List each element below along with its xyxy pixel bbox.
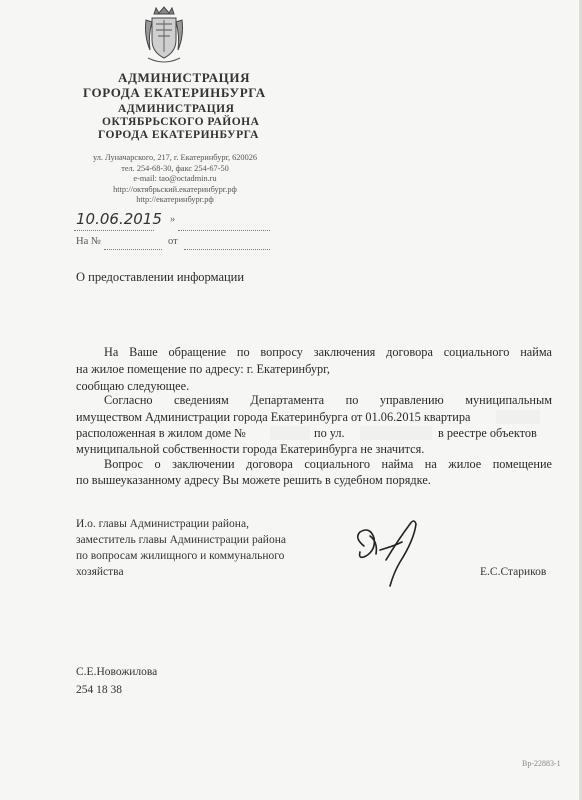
outgoing-number-line <box>178 229 270 231</box>
signatory-name: Е.С.Стариков <box>480 566 547 578</box>
redacted-street <box>360 426 432 440</box>
phone-text: тел. 254-68-30, факс 254-67-50 <box>121 163 229 173</box>
body-p2-line3-part3: в реестре объектов <box>438 426 537 440</box>
signatory-title-line3: по вопросам жилищного и коммунального <box>76 550 285 562</box>
district-name-line-3: ГОРОДА ЕКАТЕРИНБУРГА <box>98 129 259 141</box>
email-text: e-mail: tao@octadmin.ru <box>133 174 217 183</box>
district-name-line-1: АДМИНИСТРАЦИЯ <box>118 103 235 115</box>
executor-phone: 254 18 38 <box>76 684 122 696</box>
signatory-title-line1: И.о. главы Администрации района, <box>76 518 249 530</box>
registration-stamp: Вр-22883-1 <box>522 759 561 768</box>
body-p3-line1: Вопрос о заключении договора социального найма на жилое помещение <box>104 457 552 471</box>
signatory-title-block <box>76 516 286 580</box>
redacted-apartment <box>496 410 540 424</box>
reference-from-label: от <box>168 236 178 247</box>
redacted-house-number <box>270 426 310 440</box>
letter-subject: О предоставлении информации <box>76 270 245 284</box>
reference-date-line <box>184 248 270 250</box>
district-name-line-2: ОКТЯБРЬСКОГО РАЙОНА <box>102 116 260 128</box>
org-name-line-2: ГОРОДА ЕКАТЕРИНБУРГА <box>83 85 266 100</box>
body-p1-line1: На Ваше обращение по вопросу заключения договора социального найма <box>104 345 552 359</box>
body-p2-line2: имуществом Администрации города Екатеринбурга от 01.06.2015 квартира <box>76 410 471 424</box>
date-underline <box>74 229 154 231</box>
address-text: ул. Луначарского, 217, г. Екатеринбург, 620026 <box>92 153 258 162</box>
body-p3-line2: по вышеуказанному адресу Вы можете решить в судебном порядке. <box>76 473 431 487</box>
org-name-line-1: АДМИНИСТРАЦИЯ <box>118 70 251 85</box>
reference-number-line <box>104 248 162 250</box>
contact-block <box>80 153 270 206</box>
handwritten-signature-icon <box>350 516 440 588</box>
reference-number-label: На № <box>76 236 101 247</box>
body-p1-line3: сообщаю следующее. <box>76 379 190 393</box>
signatory-title-line2: заместитель главы Администрации района <box>76 534 286 546</box>
body-p2-line3-part2: по ул. <box>314 426 345 440</box>
body-p2-line4: муниципальной собственности города Екатеринбурга не значится. <box>76 442 425 456</box>
body-p2-line1: Согласно сведениям Департамента по управлению муниципальным <box>104 393 552 407</box>
website-link-2[interactable]: http://екатеринбург.рф <box>136 195 214 204</box>
website-link-1[interactable]: http://октябрьский.екатеринбург.рф <box>113 184 237 194</box>
signatory-title-line4: хозяйства <box>76 566 124 578</box>
date-suffix-mark: » <box>170 214 176 225</box>
coat-of-arms-icon <box>142 6 186 66</box>
body-p2-line3-part1: расположенная в жилом доме № <box>76 426 246 440</box>
executor-name: С.Е.Новожилова <box>76 666 158 678</box>
body-p1-line2: на жилое помещение по адресу: г. Екатеринбург, <box>76 362 330 376</box>
outgoing-date: 10.06.2015 <box>76 210 162 228</box>
